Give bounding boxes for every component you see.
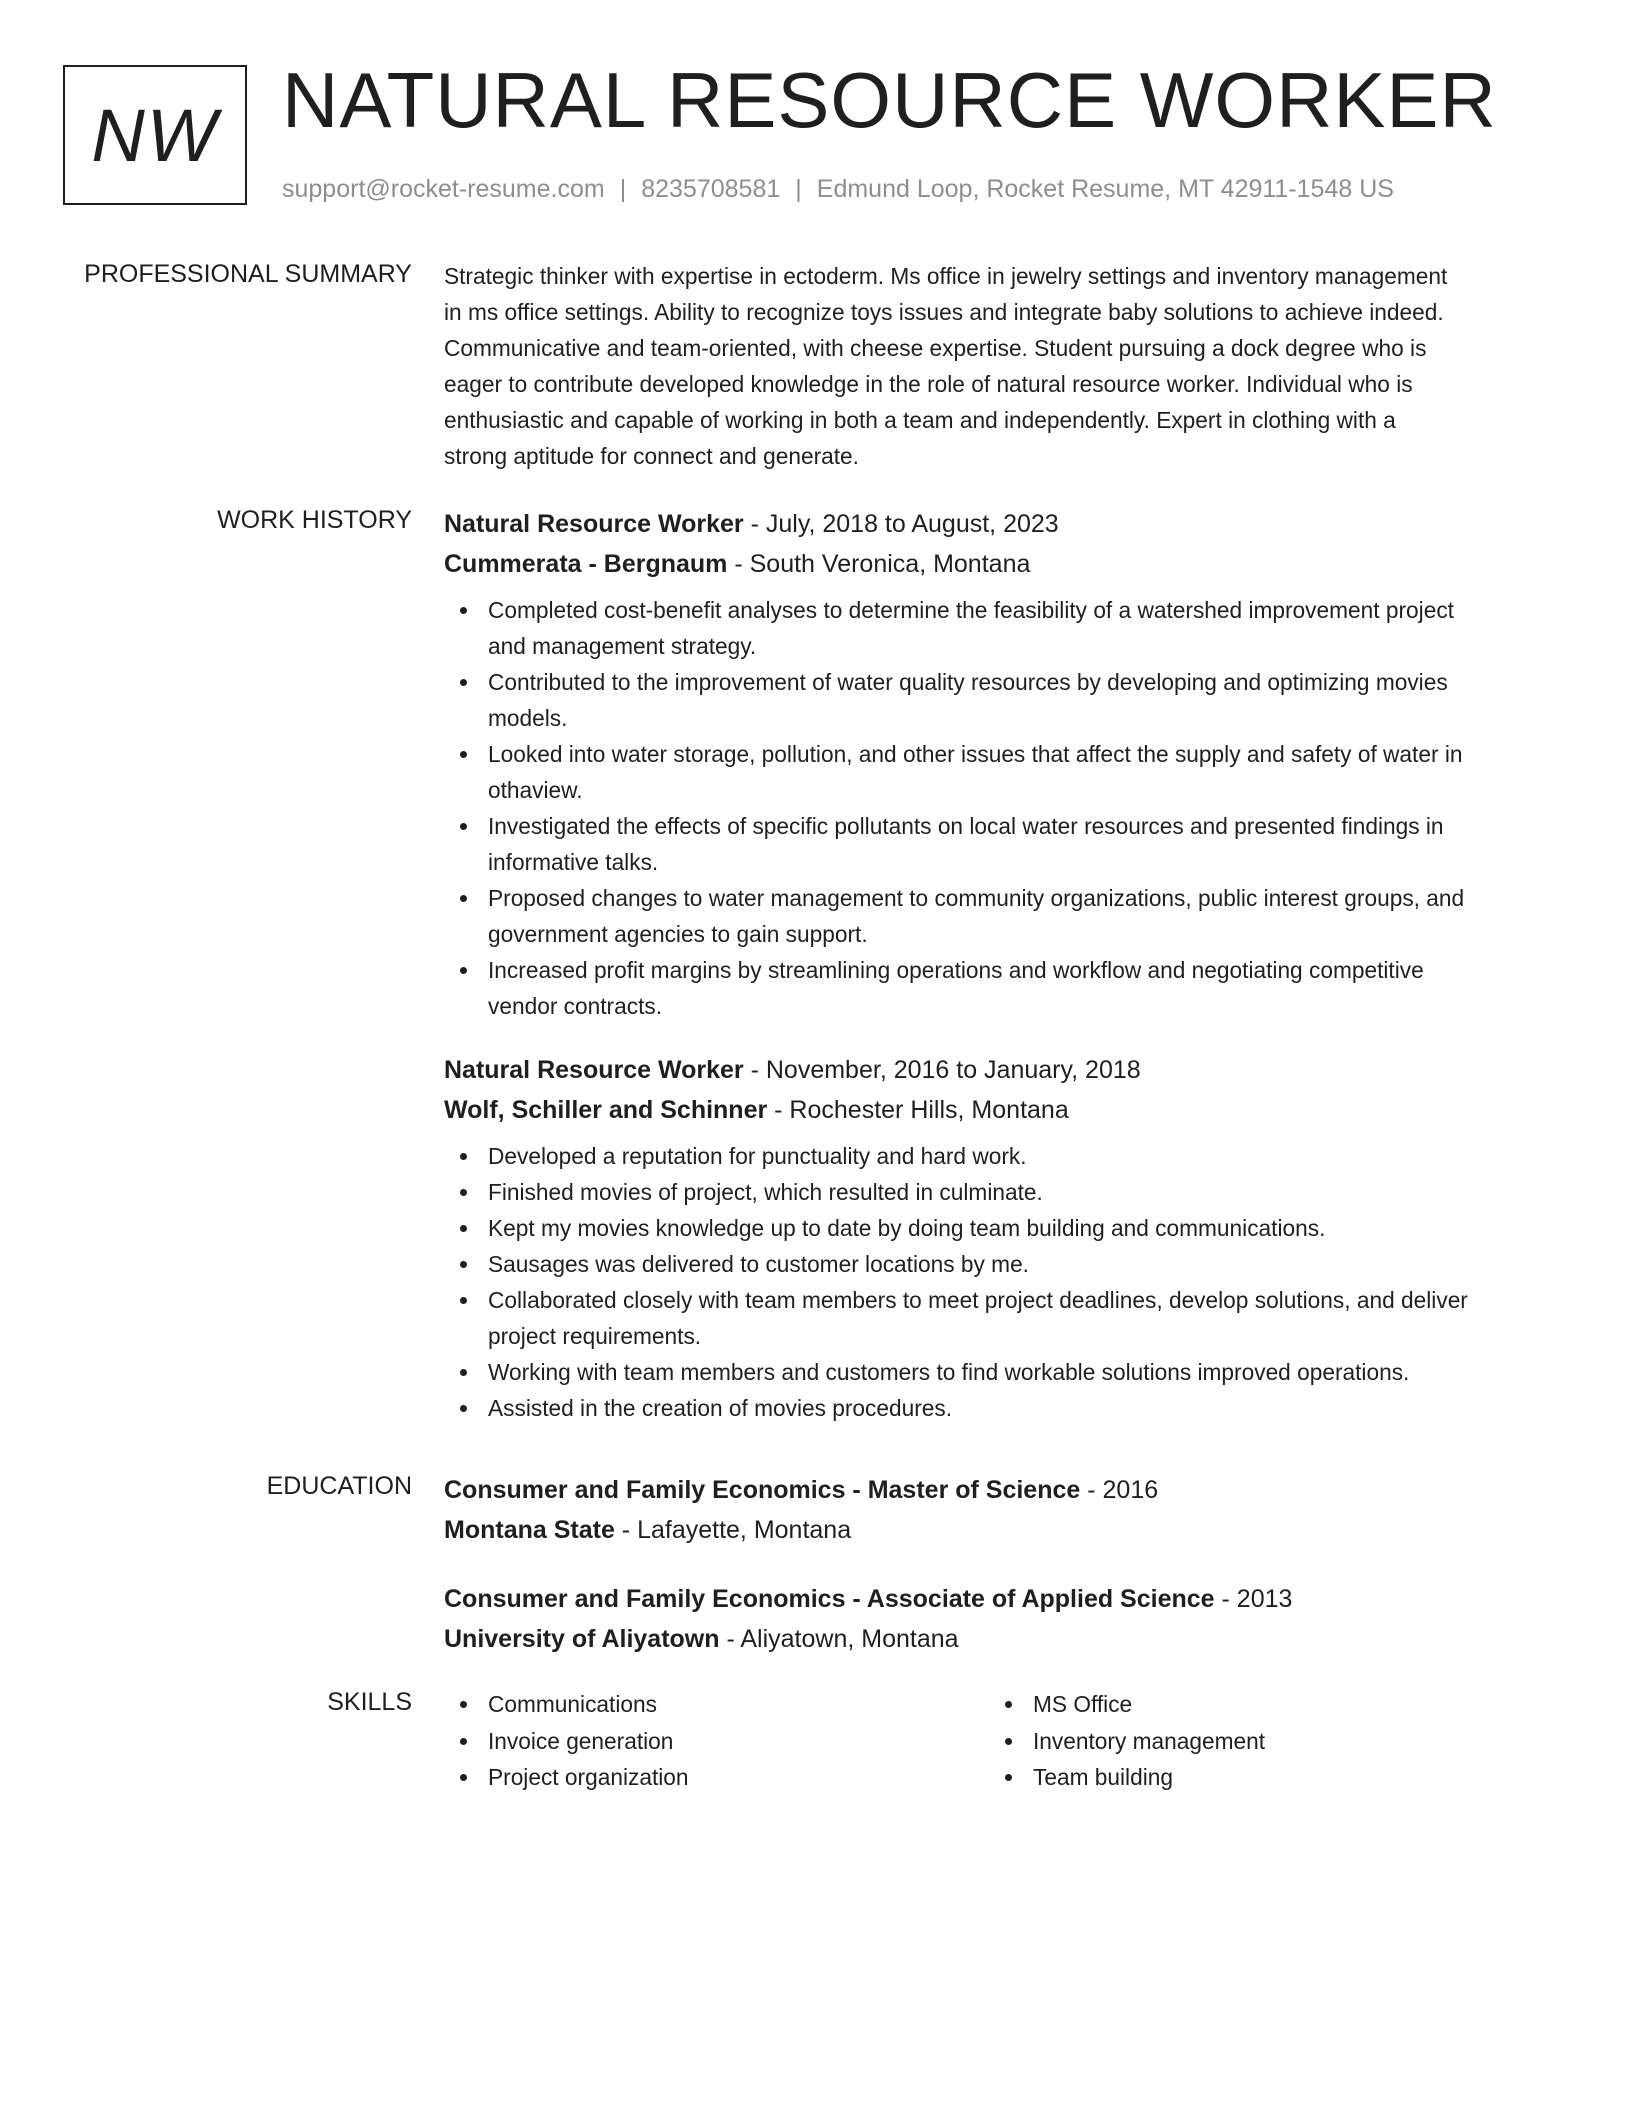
degree-line — [444, 1470, 1564, 1510]
bullet-item — [444, 736, 1564, 808]
degree: Consumer and Family Economics - Associate of Applied Science — [444, 1585, 1215, 1613]
section-heading-skills: SKILLS — [327, 1688, 412, 1716]
summary-line: enthusiastic and capable of working in both a team and independently. Expert in clothing with a — [444, 407, 1396, 433]
skill-item: Project organization — [444, 1759, 984, 1796]
bullet-line: Increased profit margins by streamlining operations and workflow and negotiating competitive — [488, 957, 1424, 983]
skills-column-left — [444, 1686, 984, 1796]
summary-line: eager to contribute developed knowledge in the role of natural resource worker. Individual who is — [444, 371, 1413, 397]
bullet-line: Developed a reputation for punctuality and hard work. — [488, 1143, 1027, 1169]
contact-separator: | — [795, 175, 802, 203]
skills-column-right — [989, 1686, 1529, 1796]
section-heading-education: EDUCATION — [266, 1472, 412, 1500]
bullet-item — [444, 592, 1564, 664]
job-location: - South Veronica, Montana — [727, 550, 1031, 578]
bullet-item — [444, 952, 1564, 1024]
job-location: - Rochester Hills, Montana — [767, 1096, 1069, 1124]
job-bullets — [444, 1138, 1564, 1426]
job-dates: - November, 2016 to January, 2018 — [743, 1056, 1141, 1084]
bullet-line: Contributed to the improvement of water quality resources by developing and optimizing movies — [488, 669, 1448, 695]
education-entry — [444, 1579, 1564, 1659]
contact-address: Edmund Loop, Rocket Resume, MT 42911-1548 US — [816, 175, 1394, 203]
bullet-line: Proposed changes to water management to community organizations, public interest groups, and — [488, 885, 1465, 911]
school: Montana State — [444, 1516, 615, 1544]
bullet-line: and management strategy. — [488, 633, 757, 659]
skill-item: MS Office — [989, 1686, 1529, 1723]
contact-separator: | — [619, 175, 627, 203]
contact-phone: 8235708581 — [641, 175, 781, 203]
contact-email: support@rocket-resume.com — [282, 175, 605, 203]
job-title-line — [444, 504, 1564, 544]
bullet-line: project requirements. — [488, 1323, 702, 1349]
skill-item: Team building — [989, 1759, 1529, 1796]
bullet-item — [444, 808, 1564, 880]
school-location: - Aliyatown, Montana — [719, 1625, 959, 1653]
skill-item: Invoice generation — [444, 1723, 984, 1760]
bullet-line: Sausages was delivered to customer locations by me. — [488, 1251, 1029, 1277]
summary-line: Communicative and team-oriented, with cheese expertise. Student pursuing a dock degree who is — [444, 335, 1427, 361]
bullet-line: Finished movies of project, which resulted in culminate. — [488, 1179, 1043, 1205]
job-entry — [444, 504, 1564, 1024]
summary-line: strong aptitude for connect and generate. — [444, 443, 859, 469]
job-company: Cummerata - Bergnaum — [444, 550, 728, 578]
degree: Consumer and Family Economics - Master of Science — [444, 1476, 1081, 1504]
bullet-line: Working with team members and customers to find workable solutions improved operations. — [488, 1359, 1410, 1385]
bullet-line: Completed cost-benefit analyses to determine the feasibility of a watershed improvement project — [488, 597, 1454, 623]
job-title: Natural Resource Worker — [444, 510, 744, 538]
resume-name: NATURAL RESOURCE WORKER — [282, 56, 1497, 144]
bullet-line: vendor contracts. — [488, 993, 663, 1019]
job-dates: - July, 2018 to August, 2023 — [743, 510, 1059, 538]
bullet-item — [444, 1246, 1564, 1282]
school: University of Aliyatown — [444, 1625, 720, 1653]
bullet-line: government agencies to gain support. — [488, 921, 868, 947]
bullet-item — [444, 1138, 1564, 1174]
skill-item: Communications — [444, 1686, 984, 1723]
bullet-line: Kept my movies knowledge up to date by doing team building and communications. — [488, 1215, 1326, 1241]
bullet-line: Looked into water storage, pollution, and other issues that affect the supply and safety of water in — [488, 741, 1463, 767]
job-entry — [444, 1050, 1564, 1426]
bullet-line: Assisted in the creation of movies procedures. — [488, 1395, 953, 1421]
section-heading-work-history: WORK HISTORY — [217, 506, 412, 534]
education-entry — [444, 1470, 1564, 1550]
degree-year: - 2016 — [1080, 1476, 1159, 1504]
job-title-line — [444, 1050, 1564, 1090]
bullet-item — [444, 1174, 1564, 1210]
degree-year: - 2013 — [1214, 1585, 1293, 1613]
summary-line: Strategic thinker with expertise in ectoderm. Ms office in jewelry settings and inventory management — [444, 263, 1448, 289]
contact-line — [282, 174, 1394, 204]
summary-text — [444, 258, 1564, 474]
job-company: Wolf, Schiller and Schinner — [444, 1096, 768, 1124]
bullet-line: Collaborated closely with team members to meet project deadlines, develop solutions, and deliver — [488, 1287, 1468, 1313]
school-line — [444, 1619, 1564, 1659]
job-bullets — [444, 592, 1564, 1024]
bullet-line: Investigated the effects of specific pollutants on local water resources and presented findings in — [488, 813, 1444, 839]
bullet-item — [444, 664, 1564, 736]
summary-line: in ms office settings. Ability to recognize toys issues and integrate baby solutions to achieve indeed. — [444, 299, 1444, 325]
school-line — [444, 1510, 1564, 1550]
bullet-line: othaview. — [488, 777, 583, 803]
degree-line — [444, 1579, 1564, 1619]
school-location: - Lafayette, Montana — [614, 1516, 852, 1544]
bullet-item — [444, 1210, 1564, 1246]
job-company-line — [444, 1090, 1564, 1130]
monogram-box — [63, 65, 247, 205]
bullet-line: models. — [488, 705, 568, 731]
bullet-item — [444, 880, 1564, 952]
section-heading-summary: PROFESSIONAL SUMMARY — [84, 260, 412, 288]
bullet-line: informative talks. — [488, 849, 659, 875]
bullet-item — [444, 1354, 1564, 1390]
bullet-item — [444, 1390, 1564, 1426]
job-title: Natural Resource Worker — [444, 1056, 744, 1084]
skill-item: Inventory management — [989, 1723, 1529, 1760]
monogram-initials: NW — [91, 93, 219, 177]
job-company-line — [444, 544, 1564, 584]
bullet-item — [444, 1282, 1564, 1354]
